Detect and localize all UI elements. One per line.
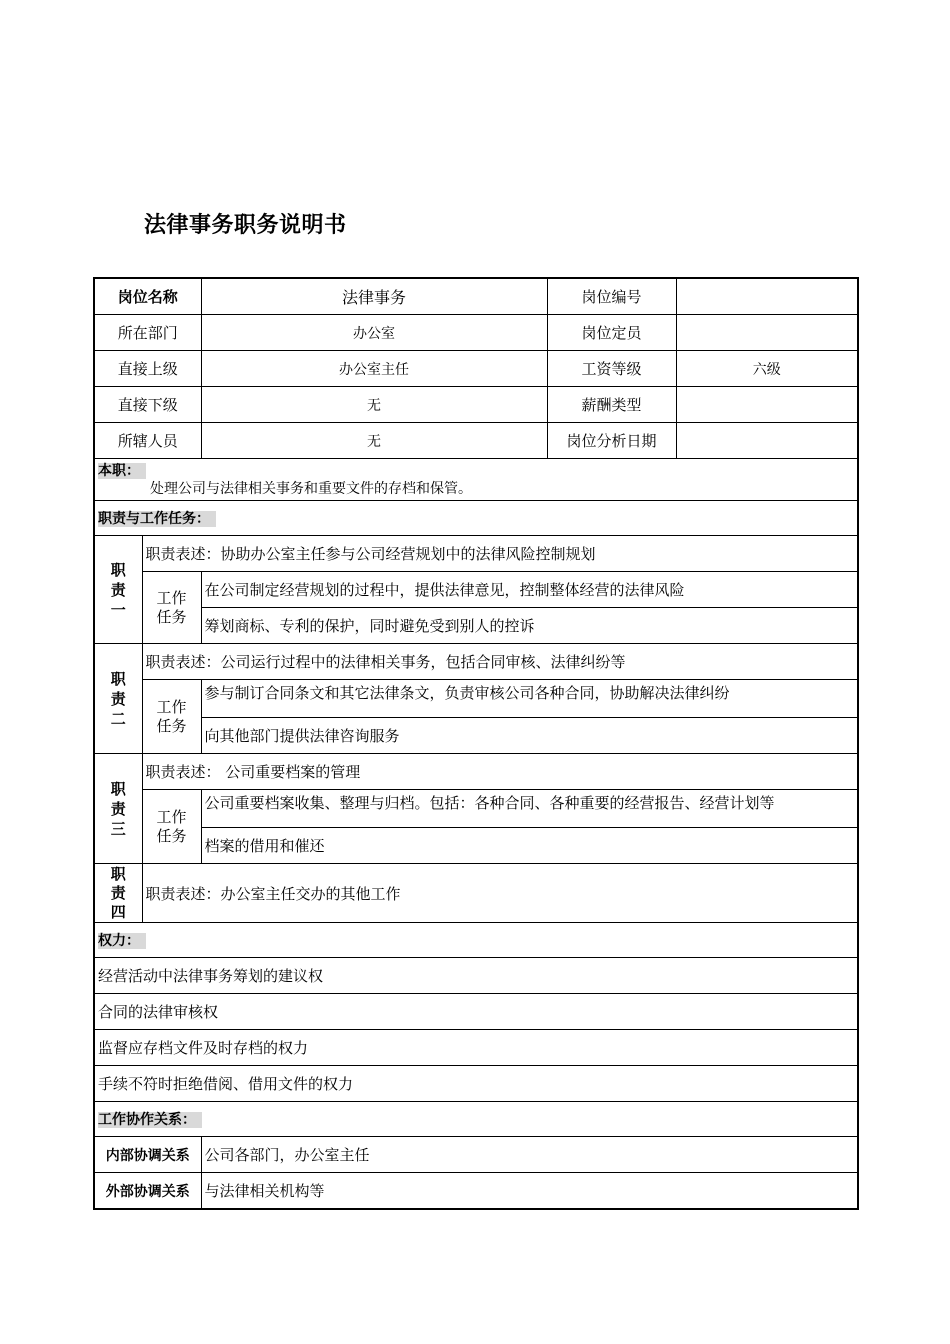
duty-desc: 职责表述：公司运行过程中的法律相关事务，包括合同审核、法律纠纷等 <box>142 644 858 680</box>
page-title: 法律事务职务说明书 <box>144 213 347 238</box>
info-label: 岗位编号 <box>547 278 676 315</box>
power-item: 监督应存档文件及时存档的权力 <box>94 1030 858 1066</box>
power-item-row <box>94 994 858 1030</box>
internal-relations-label: 内部协调关系 <box>94 1137 201 1173</box>
duty-label: 职 责 二 <box>94 644 142 754</box>
duty-label: 职 责 四 <box>94 864 142 923</box>
power-header: 权力： <box>98 933 146 949</box>
duties-header-row <box>94 501 858 536</box>
info-label: 所在部门 <box>94 315 201 351</box>
relations-row <box>94 1137 858 1173</box>
power-item: 经营活动中法律事务筹划的建议权 <box>94 958 858 994</box>
info-value <box>676 423 858 459</box>
task-row <box>94 608 858 644</box>
job-description-table <box>93 277 859 1210</box>
info-value: 办公室 <box>201 315 547 351</box>
duty-row <box>94 864 858 923</box>
task-item: 向其他部门提供法律咨询服务 <box>201 718 858 754</box>
task-row <box>94 572 858 608</box>
external-relations-label: 外部协调关系 <box>94 1173 201 1210</box>
duty-label: 职 责 三 <box>94 754 142 864</box>
info-label: 所辖人员 <box>94 423 201 459</box>
duty-row <box>94 536 858 572</box>
info-label: 直接上级 <box>94 351 201 387</box>
relations-row <box>94 1173 858 1210</box>
info-value: 办公室主任 <box>201 351 547 387</box>
duty-row <box>94 754 858 790</box>
duties-header: 职责与工作任务： <box>98 511 216 527</box>
task-item: 公司重要档案收集、整理与归档。包括：各种合同、各种重要的经营报告、经营计划等 <box>201 790 858 828</box>
info-value: 六级 <box>676 351 858 387</box>
info-label: 工资等级 <box>547 351 676 387</box>
info-value: 无 <box>201 423 547 459</box>
info-value: 无 <box>201 387 547 423</box>
info-label: 岗位定员 <box>547 315 676 351</box>
task-row <box>94 718 858 754</box>
relations-header-row <box>94 1102 858 1137</box>
benzhi-section <box>94 459 858 501</box>
info-label: 直接下级 <box>94 387 201 423</box>
info-row <box>94 351 858 387</box>
info-row <box>94 387 858 423</box>
task-row <box>94 790 858 828</box>
external-relations-value: 与法律相关机构等 <box>201 1173 858 1210</box>
info-value: 法律事务 <box>201 278 547 315</box>
task-item: 档案的借用和催还 <box>201 828 858 864</box>
benzhi-text: 处理公司与法律相关事务和重要文件的存档和保管。 <box>150 481 472 497</box>
task-row <box>94 828 858 864</box>
task-item: 参与制订合同条文和其它法律条文，负责审核公司各种合同，协助解决法律纠纷 <box>201 680 858 718</box>
info-label: 岗位分析日期 <box>547 423 676 459</box>
duty-row <box>94 644 858 680</box>
info-value <box>676 278 858 315</box>
duty-desc: 职责表述：协助办公室主任参与公司经营规划中的法律风险控制规划 <box>142 536 858 572</box>
info-label: 薪酬类型 <box>547 387 676 423</box>
power-item: 手续不符时拒绝借阅、借用文件的权力 <box>94 1066 858 1102</box>
task-item: 在公司制定经营规划的过程中，提供法律意见，控制整体经营的法律风险 <box>201 572 858 608</box>
info-row <box>94 423 858 459</box>
info-value <box>676 387 858 423</box>
power-item: 合同的法律审核权 <box>94 994 858 1030</box>
benzhi-header: 本职： <box>98 463 146 479</box>
duty-label: 职 责 一 <box>94 536 142 644</box>
task-label: 工作 任务 <box>142 790 201 864</box>
power-item-row <box>94 1066 858 1102</box>
info-row <box>94 315 858 351</box>
relations-header: 工作协作关系： <box>98 1112 202 1128</box>
duty-desc: 职责表述：办公室主任交办的其他工作 <box>142 864 858 923</box>
power-item-row <box>94 958 858 994</box>
internal-relations-value: 公司各部门，办公室主任 <box>201 1137 858 1173</box>
info-row <box>94 278 858 315</box>
task-label: 工作 任务 <box>142 680 201 754</box>
duty-desc: 职责表述： 公司重要档案的管理 <box>142 754 858 790</box>
task-item: 筹划商标、专利的保护，同时避免受到别人的控诉 <box>201 608 858 644</box>
info-label: 岗位名称 <box>94 278 201 315</box>
power-header-row <box>94 923 858 958</box>
task-row <box>94 680 858 718</box>
power-item-row <box>94 1030 858 1066</box>
info-value <box>676 315 858 351</box>
task-label: 工作 任务 <box>142 572 201 644</box>
